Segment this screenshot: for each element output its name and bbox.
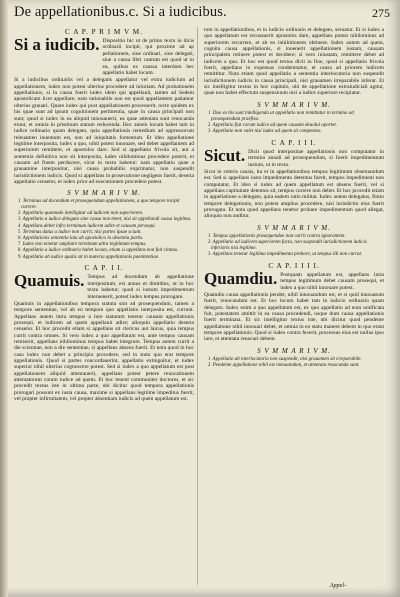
summarium-list: [208, 234, 382, 258]
column-divider: [197, 27, 198, 585]
chapter-opening: [204, 145, 384, 168]
summarium-item: 1 Tempus appellationis prosequendae non currit contra ignorantem.: [208, 233, 346, 239]
page-header: [14, 4, 392, 24]
summarium-item: 5 Terminus datus a iudice non currit, nisi partes ipsae sciant.: [18, 229, 142, 235]
summarium-item: 3 Appellatio non valet nisi iudex ad quem sit competens.: [208, 128, 322, 134]
book-spine-shadow: [0, 0, 8, 597]
summarium-heading: S V M M A R I V M.: [257, 223, 331, 232]
chapter-opening: [14, 273, 194, 300]
summarium-item: 4 Appellans debet infra terminum iudicem adire et causam persequi.: [18, 223, 156, 229]
summarium-item: 6 Appellationis sententia lata ab apostolico in absentia partis.: [18, 236, 144, 242]
left-column: [14, 27, 194, 589]
commentary-paragraph: Si a iudicibus ordinariis vel a delegatis appellatur vel extra iudicium ad appellationem, iudex non potest ulterius procedere ad iniuriam. Ad probationem appellationis, si in causa fuerit iudex idem qui appellauit, tamen ad Sedem apostolicam licet appellare; nam rationabile non est quod appellantem patiamur ulterius grauari. Quare iudex qui post appellationem processerit, recte quidem ex his quae sunt ad ipsum cognitionem pertinentia, quae in causa principali non sunt; quod si iudex in ea aliquid innouauerit, ea quae attentata sunt reuocanda erunt, et omnia in pristinum statum reducenda. Hoc autem locum habet tam in iudice ordinario quam delegato, quia appellationis remedium ad oppressorum releuamen inuentum est, non ad iniquitatis fomentum. Et ideo appellatione legitime interposita, iudex a quo, nihil potest innouare, sed debet appellantem ad superiorem remittere, et apostolos dare. Sed si appellatio frivola sit, aut a sententia definitiva non sit interposita, iudex nihilominus procedere poterit, et causam ad finem perducere, sicut in textu habetur: nam appellatio quae a grauamine interponitur, nisi causa probabilis exprimatur, non suspendit iurisdictionem iudicis. Quod si appellans in prosecutione negligens fuerit, deserta appellatio censetur, et iudex prior ad executionem procedere potest.: [14, 77, 194, 185]
opening-gloss: Dicit quod interpositae appellationis non computatur in termino annali ad prosequendum, si fuerit impedimentum iustum, ut in textu.: [248, 148, 384, 168]
summarium-item: 2 Pendente appellatione nihil est innouandum, et attentata reuocanda sunt.: [208, 362, 360, 368]
opening-lead-word: Quamuis.: [14, 271, 85, 291]
summarium-item: 1 Duo ex his sunt intelligenda ut appellatio non remittatur in termino ad prosequendum praefixo.: [208, 110, 354, 122]
opening-gloss: Postquam appellatum est, appellans intra tempus legitimum debet causam prosequi, et iudex a quo nihil innouare potest.: [280, 271, 384, 291]
opening-lead-word: Si a iudicib.: [14, 35, 100, 54]
summarium-heading: S V M M A R I V M.: [67, 189, 141, 198]
summarium-item: 1 Terminus ad docendum et prosequendum appellationem, a quo tempore incipit currere.: [18, 199, 180, 211]
summarium-heading: S V M M A R I V M.: [257, 346, 331, 355]
right-column: [204, 27, 384, 589]
commentary-paragraph: tum in appellationibus, et in iudicio ordinario et delegato, seruatur. Et si iudex a quo appellatum est recusauerit apostolos dare, appellans potest nihilominus ad superiorem recurrere, et ab eo inhibitionem obtinere. Iudex autem ad quem, cognita causa appellationis, si inuenerit appellationem iustam, causam principalem retinere potest et decidere; si vero iniustam, remittere debet ad iudicem a quo. Et hoc est quod textus dicit in fine, quod si appellatio frivola fuerit, appellans in expensas condemnatur, et causa ad priorem iudicem remittitur. Nota etiam quod appellatio a sententia interlocutoria non suspendit iurisdictionem iudicis in causa principali, nisi grauamen irreparabile inferat. Et sic intelligitur textus in hoc capitulo, ubi de appellatione extraiudiciali agitur, quae non habet effectum suspensiuum nisi a iudice superiore recipiatur.: [204, 27, 384, 97]
summarium-list: [18, 199, 192, 260]
opening-lead-word: Quamdiu.: [204, 268, 278, 288]
summarium-item: 9 Appellatio ab iudice qualis sit in materia appellationis paenitentiae.: [18, 254, 160, 260]
summarium-list: [208, 111, 382, 135]
catchword: Appel-: [330, 583, 346, 589]
summarium-item: 1 Appellatio ab interlocutoria non suspendit, nisi grauamen sit irreparabile.: [208, 356, 362, 362]
summarium-item: 3 Appellatio a iudice delegato sine causa non tenet, nisi sit appellandi causa legitima.: [18, 217, 192, 223]
summarium-item: 2 Appellatio quomodo intelligitur ad iudicem non superiorem.: [18, 211, 144, 217]
chapter-opening: [204, 268, 384, 291]
commentary-paragraph: Quamdiu causa appellationis pendet, nihil innouandum est, et si quid innouatum fuerit, reuocandum est. Et hoc locum habet tam in iudicio ordinario quam delegato. Iudex enim a quo appellatum est, ex quo appellatio ad eum notificata fuit, potestatem amittit in ea causa procedendi, usque dum causa appellationis fuerit terminata. Et sic intelligitur textus iste, ubi dicitur quod pendente appellatione nihil innouari debet, et omnia in eo statu manere debent in quo erant tempore appellationis. Quod si iudex contra fecerit, processus eius est nullus ipso iure, et attentata reuocari debent.: [204, 291, 384, 343]
running-title: De appellationibus.c. Si a iudicibus.: [14, 4, 227, 20]
summarium-heading: S V M M A R I V M.: [257, 100, 331, 109]
summarium-item: 2 Appellatio ad iudicem superiorem facta, non suspendit iurisdictionem iudicis inferioris nisi legitime.: [208, 239, 367, 251]
summarium-item: 2 Appellatio fiat coram iudice ad quem causam deuolui oportet.: [208, 122, 337, 128]
opening-gloss: Tempus ad docendum ab appellatione interpositum, est annus et dimidius, ut in hoc textu habetur; quod si iustum impedimentum interuenerit, potest iudex tempus prorogare.: [87, 274, 194, 300]
page-number: 275: [372, 6, 390, 20]
opening-lead-word: Sicut.: [204, 145, 246, 165]
commentary-paragraph: Quamuis in appellationibus tempora statuta sint ad prosequendum, tamen a tempore sententiae, vel ab eo tempore quo appellatio interposita est, currunt. Appellans autem intra tempus a iure statutum tenetur causam appellationis prosequi, et iudicem ad quem appellauit adire; alioquin appellatio deserta censetur. Et hoc procedit etiam si appellans sit clericus aut laicus, quia tempus currit contra omnes. Si vero iudex a quo appellatum est, ante tempus causam remiserit, appellans nihilominus tempus habet integrum. Tempus autem currit a die scientiae, non a die sententiae, si appellans absens fuerit. Et nota quod in hoc casu iudex non debet a principio procedere, sed in statu quo erat tempore appellationis. Quod si partes concordauerint, appellatio extinguitur, et iudex superior nihil ulterius cognoscere potest. Sed si iudex a quo appellatum est post appellationem aliquid attentauerit, appellans potest petere reuocationem attentatorum coram iudice ad quem. Et hoc tenent communiter doctores, et sic procedit textus iste in ultima parte, ubi dicitur quod tempora appellationis prorogari possunt ex iusta causa, maxime si appellans legitime impeditus fuerit, vel propter infirmitatem, vel propter absentiam iudicis ad quem appellatum est.: [14, 301, 194, 403]
summarium-list: [208, 357, 382, 369]
summarium-item: 8 Appellatio a iudice ordinario habet locum, etiam si appellans non fuit citatus.: [18, 248, 179, 254]
summarium-item: 7 Iudex non tenetur ampliare terminum ultra legitimum tempus.: [18, 242, 147, 248]
chapter-heading: C A P. I I.: [84, 264, 124, 273]
chapter-heading: C A P. I I I.: [271, 138, 317, 147]
commentary-paragraph: Sicut in ceteris causis, ita et in appellationibus tempus legitimum obseruandum est. Sed si appellans iusto impedimento detentus fuerit, tempus impedimenti non computatur. Et ideo si iudex ad quem appellatum est absens fuerit, vel si appellans captiuitate detentus sit, tempus currere non debet. Et hoc procedit etiam in appellatione a delegato, quia eadem ratio militat. Iudex autem delegatus, finito tempore delegationis, non potest amplius procedere, nisi iurisdictio eius fuerit prorogata. Et nota quod appellans tenetur probare impedimentum quod allegat, alioquin non auditur.: [204, 168, 384, 220]
chapter-opening: [14, 37, 194, 76]
chapter-heading: C A P. I I I I.: [268, 261, 320, 270]
summarium-item: 3 Appellans tenetur legitima impedimenta probare, ut tempus illi non currat.: [208, 251, 363, 257]
chapter-heading: C A P. P R I M V M.: [65, 28, 143, 36]
opening-gloss: Dispositio hic ut de primo textu iu dicis ordinarii incipit, qui proxime ad ap pellationem, siue ordinari, siue delegati, siue a causa libri cautum est quod ut in ea, quibus ex caussa interdum hec appellatio habet locum.: [102, 38, 194, 77]
